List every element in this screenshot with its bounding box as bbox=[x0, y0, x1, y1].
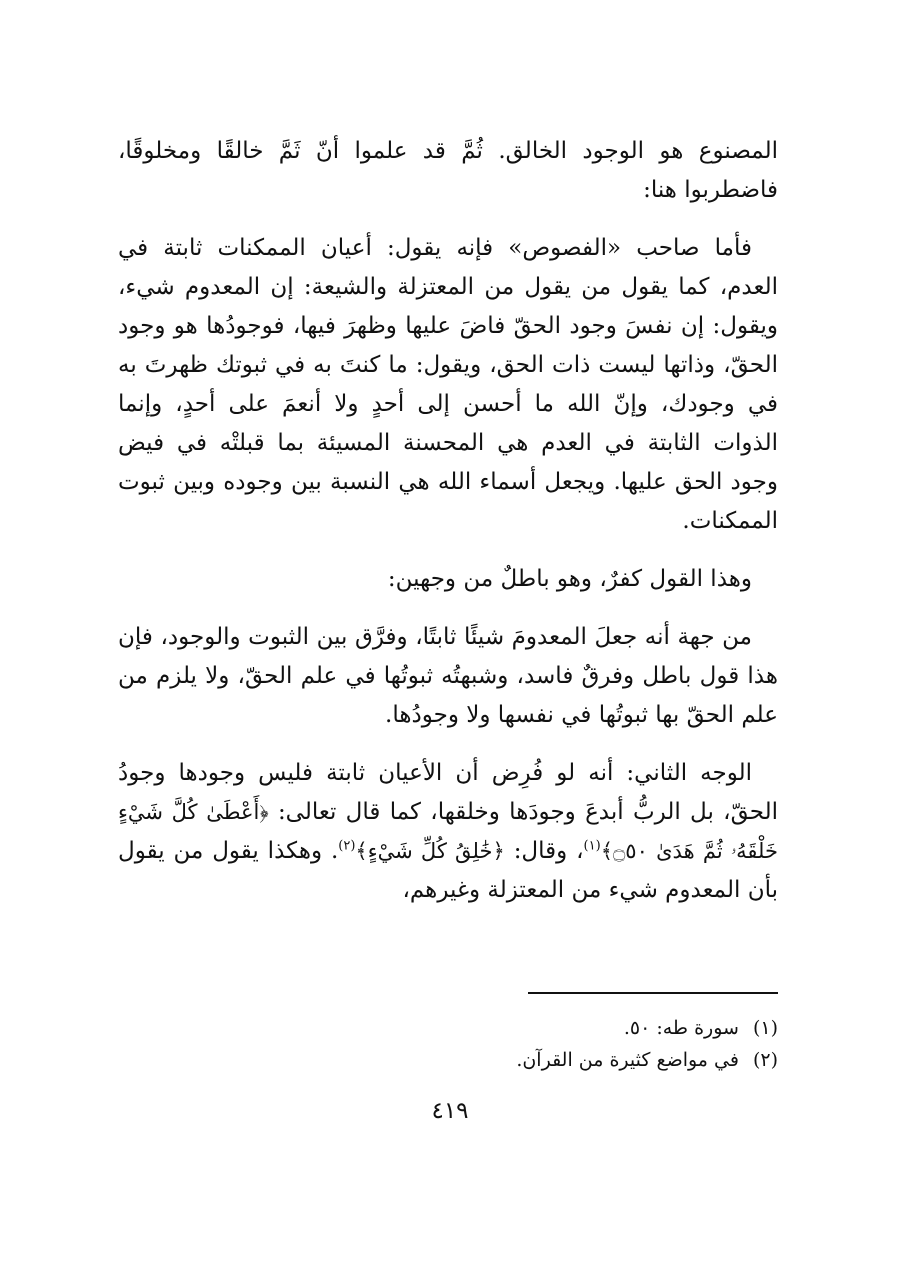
quran-verse-2: ﴿خَٰلِقُ كُلِّ شَيْءٍ﴾ bbox=[355, 839, 505, 863]
footnote-number: (٢) bbox=[752, 1049, 778, 1071]
footnote-2 bbox=[118, 1044, 778, 1076]
main-text bbox=[118, 132, 778, 929]
page-number: ٤١٩ bbox=[431, 1098, 469, 1124]
footnote-ref-1: (١) bbox=[583, 838, 601, 854]
paragraph-5 bbox=[118, 754, 778, 910]
paragraph-3: وهذا القول كفرٌ، وهو باطلٌ من وجهين: bbox=[387, 566, 752, 592]
quran-verse-1: ﴿أَعْطَىٰ كُلَّ شَيْءٍ خَلْقَهُۥ ثُمَّ هَدَىٰ ۝٥٠﴾ bbox=[118, 800, 778, 863]
footnotes bbox=[118, 1012, 778, 1076]
footnote-text: سورة طه: ٥٠. bbox=[623, 1017, 739, 1039]
footnote-number: (١) bbox=[752, 1017, 778, 1039]
paragraph-5-end: . وهكذا يقول من يقول بأن المعدوم شيء من المعتزلة وغيرهم، bbox=[118, 838, 778, 903]
footnote-separator bbox=[528, 992, 778, 994]
footnote-text: في مواضع كثيرة من القرآن. bbox=[516, 1049, 739, 1071]
footnote-1 bbox=[118, 1012, 778, 1044]
paragraph-4: من جهة أنه جعلَ المعدومَ شيئًا ثابتًا، وفرَّق بين الثبوت والوجود، فإن هذا قول باطل وفرقٌ فاسد، وشبهتُه ثبوتُها في علم الحقّ، ولا يلزم من علم الحقّ بها ثبوتُها في نفسها ولا وجودُها. bbox=[118, 624, 778, 728]
paragraph-5-middle: ، وقال: bbox=[513, 838, 584, 864]
paragraph-2: فأما صاحب «الفصوص» فإنه يقول: أعيان الممكنات ثابتة في العدم، كما يقول من يقول من المعتزلة والشيعة: إن المعدوم شيء، ويقول: إن نفسَ وجود الحقّ فاضَ عليها وظهرَ فيها، فوجودُها هو وجود الحقّ، وذاتها ليست ذات الحق، ويقول: ما كنتَ به في ثبوتك ظهرتَ به في وجودك، وإنّ الله ما أحسن إلى أحدٍ ولا أنعمَ على أحدٍ، وإنما الذوات الثابتة في العدم هي المحسنة المسيئة بما قبلتْه في فيض وجود الحق عليها. ويجعل أسماء الله هي النسبة بين وجوده وبين ثبوت الممكنات. bbox=[118, 235, 778, 534]
footnote-ref-2: (٢) bbox=[338, 838, 356, 854]
paragraph-1: المصنوع هو الوجود الخالق. ثُمَّ قد علموا أنّ ثَمَّ خالقًا ومخلوقًا، فاضطربوا هنا: bbox=[118, 138, 778, 203]
paragraph-5-intro: الوجه الثاني: أنه لو فُرِض أن الأعيان ثابتة فليس وجودها وجودُ الحقّ، بل الربُّ أبدعَ وجودَها وخلقها، كما قال تعالى: bbox=[118, 760, 779, 825]
